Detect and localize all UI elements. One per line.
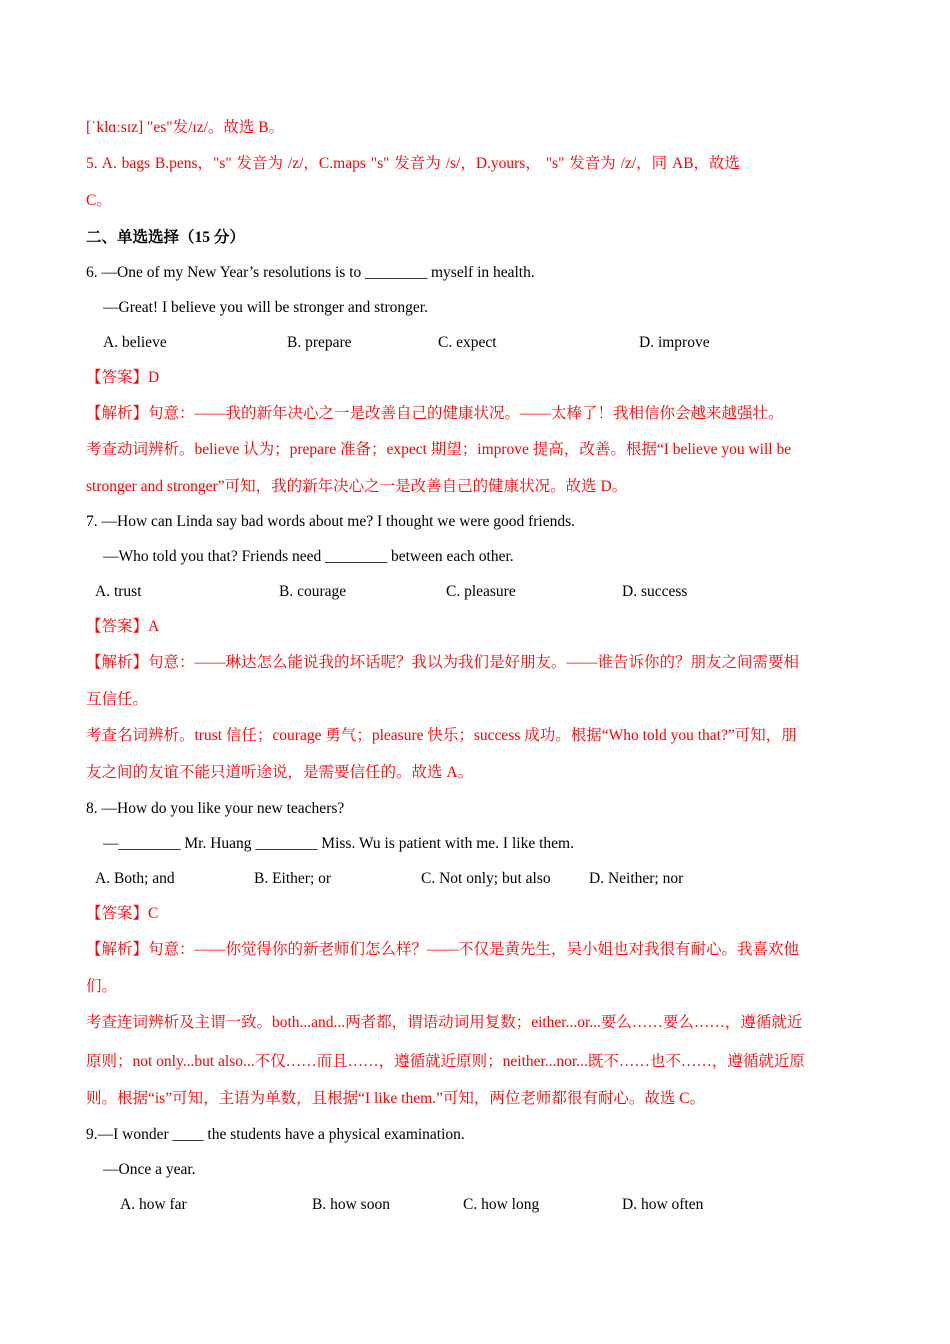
question-6-answer: 【答案】D xyxy=(86,369,160,386)
question-9-option-a: A. how far xyxy=(120,1196,187,1213)
question-8-analysis-2: 们。 xyxy=(86,978,118,995)
question-8-reply: —________ Mr. Huang ________ Miss. Wu is patient with me. I like them. xyxy=(103,835,574,852)
question-7-answer: 【答案】A xyxy=(86,618,160,635)
question-8: 8. —How do you like your new teachers? xyxy=(86,800,345,817)
question-9: 9.—I wonder ____ the students have a physical examination. xyxy=(86,1126,465,1143)
question-7-reply: —Who told you that? Friends need ________ between each other. xyxy=(103,548,514,565)
question-7-option-c: C. pleasure xyxy=(446,583,516,600)
question-6-reply: —Great! I believe you will be stronger and stronger. xyxy=(103,299,428,316)
question-7-analysis-4: 友之间的友谊不能只道听途说，是需要信任的。故选 A。 xyxy=(86,764,474,781)
question-7: 7. —How can Linda say bad words about me? I thought we were good friends. xyxy=(86,513,575,530)
question-8-analysis-3: 考查连词辨析及主谓一致。both...and...两者都，谓语动词用复数；either...or...要么……要么……，遵循就近 xyxy=(86,1014,803,1031)
question-9-option-d: D. how often xyxy=(622,1196,704,1213)
question-8-answer: 【答案】C xyxy=(86,905,159,922)
question-6: 6. —One of my New Year’s resolutions is to ________ myself in health. xyxy=(86,264,535,281)
question-9-option-c: C. how long xyxy=(463,1196,540,1213)
q5-analysis-line1: 5. A. bags B.pens，"s" 发音为 /z/，C.maps "s" 发音为 /s/，D.yours， "s" 发音为 /z/，同 AB，故选 xyxy=(86,155,741,172)
question-8-analysis-4: 原则；not only...but also...不仅……而且……，遵循就近原则；neither...nor...既不……也不……，遵循就近原 xyxy=(86,1053,805,1070)
question-7-analysis-2: 互信任。 xyxy=(86,691,149,708)
question-6-option-c: C. expect xyxy=(438,334,497,351)
question-7-option-a: A. trust xyxy=(95,583,142,600)
question-7-option-b: B. courage xyxy=(279,583,347,600)
question-6-option-b: B. prepare xyxy=(287,334,352,351)
question-8-option-b: B. Either; or xyxy=(254,870,332,887)
question-8-option-d: D. Neither; nor xyxy=(589,870,684,887)
q4-analysis-tail: [ˈklɑːsɪz] "es"发/ɪz/。故选 B。 xyxy=(86,119,285,136)
question-6-option-a: A. believe xyxy=(103,334,167,351)
question-7-analysis-1: 【解析】句意：——琳达怎么能说我的坏话呢？我以为我们是好朋友。——谁告诉你的？朋友之间需要相 xyxy=(86,654,800,671)
question-7-analysis-3: 考查名词辨析。trust 信任；courage 勇气；pleasure 快乐；success 成功。根据“Who told you that?”可知，朋 xyxy=(86,727,797,744)
question-8-analysis-5: 则。根据“is”可知，主语为单数，且根据“I like them.”可知，两位老师都很有耐心。故选 C。 xyxy=(86,1090,706,1107)
q5-analysis-line2: C。 xyxy=(86,192,112,209)
question-8-analysis-1: 【解析】句意：——你觉得你的新老师们怎么样？——不仅是黄先生，吴小姐也对我很有耐心。我喜欢他 xyxy=(86,941,800,958)
question-9-option-b: B. how soon xyxy=(312,1196,390,1213)
question-8-option-a: A. Both; and xyxy=(95,870,175,887)
question-6-analysis-1: 【解析】句意：——我的新年决心之一是改善自己的健康状况。——太棒了！我相信你会越来越强壮。 xyxy=(86,405,784,422)
question-6-analysis-2: 考查动词辨析。believe 认为；prepare 准备；expect 期望；improve 提高，改善。根据“I believe you will be xyxy=(86,441,792,458)
question-8-option-c: C. Not only; but also xyxy=(421,870,551,887)
question-6-option-d: D. improve xyxy=(639,334,710,351)
question-6-analysis-3: stronger and stronger”可知，我的新年决心之一是改善自己的健康状况。故选 D。 xyxy=(86,478,628,495)
question-7-option-d: D. success xyxy=(622,583,688,600)
section-heading: 二、单选选择（15 分） xyxy=(86,229,245,246)
question-9-reply: —Once a year. xyxy=(103,1161,196,1178)
